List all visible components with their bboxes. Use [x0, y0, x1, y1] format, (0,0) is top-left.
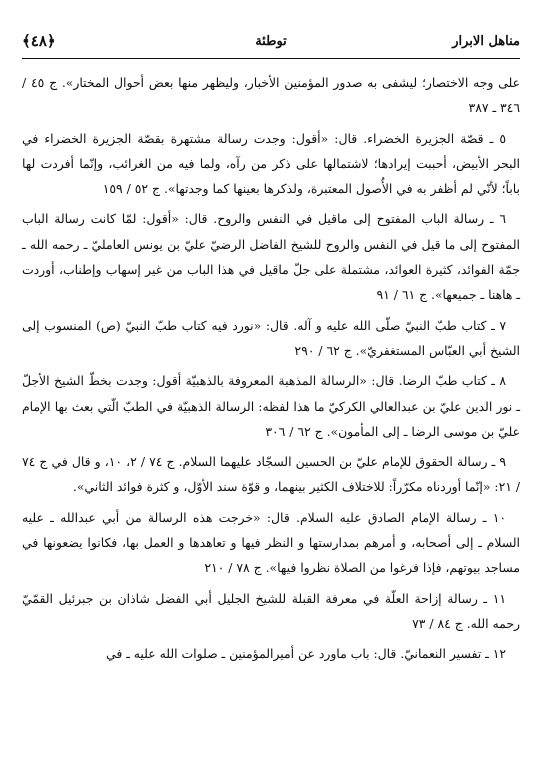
paragraph-item-12: ١٢ ـ تفسير النعمانيّ. قال: باب ماورد عن أميرالمؤمنين ـ صلوات الله عليه ـ في — [106, 646, 506, 662]
running-header — [22, 30, 520, 56]
paragraph-item-7: ٧ ـ كتاب طبّ النبيّ صلّى الله عليه و آله. قال: «نورد فيه كتاب طبّ النبيّ (ص) المنسوب إلى الشيخ أبي العبّاس المستغفريّ». ج ٦٢ / ٢٩٠ — [22, 317, 520, 358]
section-title: توطئة — [255, 34, 287, 49]
page-number: ﴿٤٨﴾ — [22, 32, 56, 50]
paragraph-item-11: ١١ ـ رسالة إزاحة العلّة في معرفة القبلة للشيخ الجليل أبي الفضل شاذان بن جبرئيل القمّيّ رحمه الله. ج ٨٤ / ٧٣ — [22, 590, 520, 631]
paragraph-continuation: على وجه الاختصار؛ ليشفى به صدور المؤمنين الأخبار، وليظهر منها بعض أحوال المختار». ج ٤٥ / ٣٤٦ ـ ٣٨٧ — [22, 75, 520, 116]
paragraph-item-8: ٨ ـ كتاب طبّ الرضا. قال: «الرسالة المذهبة المعروفة بالذهبيّة أقول: وجدت بخطّ الشيخ الأجلّ ـ نور الدين عليّ بن عبدالعالي الكركيّ ما هذا لفظه: الرسالة الذهبيّة في الطبّ الّتي بعث بها الإمام عليّ بن موسى الرضا ـ إلى المأمون». ج ٦٢ / ٣٠٦ — [22, 373, 520, 439]
book-title: مناهل الابرار — [452, 34, 520, 49]
paragraph-item-9: ٩ ـ رسالة الحقوق للإمام عليّ بن الحسين السجّاد عليهما السلام. ج ٧٤ / ٢، ١٠، و قال في ج ٧٤ / ٢١: «إنّما أوردناه مكرّراً: للاختلاف الكثير بينهما، و قوّة سند الأوّل، و كثرة فوائد الثاني». — [22, 454, 520, 495]
header-rule — [22, 58, 520, 59]
paragraph-item-10: ١٠ ـ رسالة الإمام الصادق عليه السلام. قال: «خرجت هذه الرسالة من أبي عبدالله ـ عليه السلام ـ إلى أصحابه، و أمرهم بمدارستها و النظر فيها و تعاهدها و العمل بها، فكانوا يضعونها في مساجد بيوتهم، فإذا فرغوا من الصلاة نظروا فيها». ج ٧٨ / ٢١٠ — [22, 509, 520, 576]
paragraph-item-5: ٥ ـ قصّة الجزيرة الخضراء. قال: «أقول: وجدت رسالة مشتهرة بقصّة الجزيرة الخضراء في البحر الأبيض، أحببت إيرادها؛ لاشتمالها على ذكر من رآه، ولما فيه من الغرائب، وإنّما أفردت لها باباً؛ لأنّي لم أظفر به في الأُصول المعتبرة، ولذكرها بعينها كما وجدتها». ج ٥٢ / ١٥٩ — [22, 130, 520, 197]
page-body — [22, 70, 520, 672]
paragraph-item-6: ٦ ـ رسالة الباب المفتوح إلى ماقيل في النفس والروح. قال: «أقول: لمّا كانت رسالة الباب المفتوح إلى ما قيل في النفس والروح للشيخ الفاضل الرضيّ عليّ بن يونس العامليّ ـ رحمه الله ـ جمّة الفوائد، كثيرة العوائد، مشتملة على جلّ ماقيل في هذا الباب من غير إسهاب وإطناب، أوردت ـ هاهنا ـ جميعها». ج ٦١ / ٩١ — [22, 211, 520, 303]
